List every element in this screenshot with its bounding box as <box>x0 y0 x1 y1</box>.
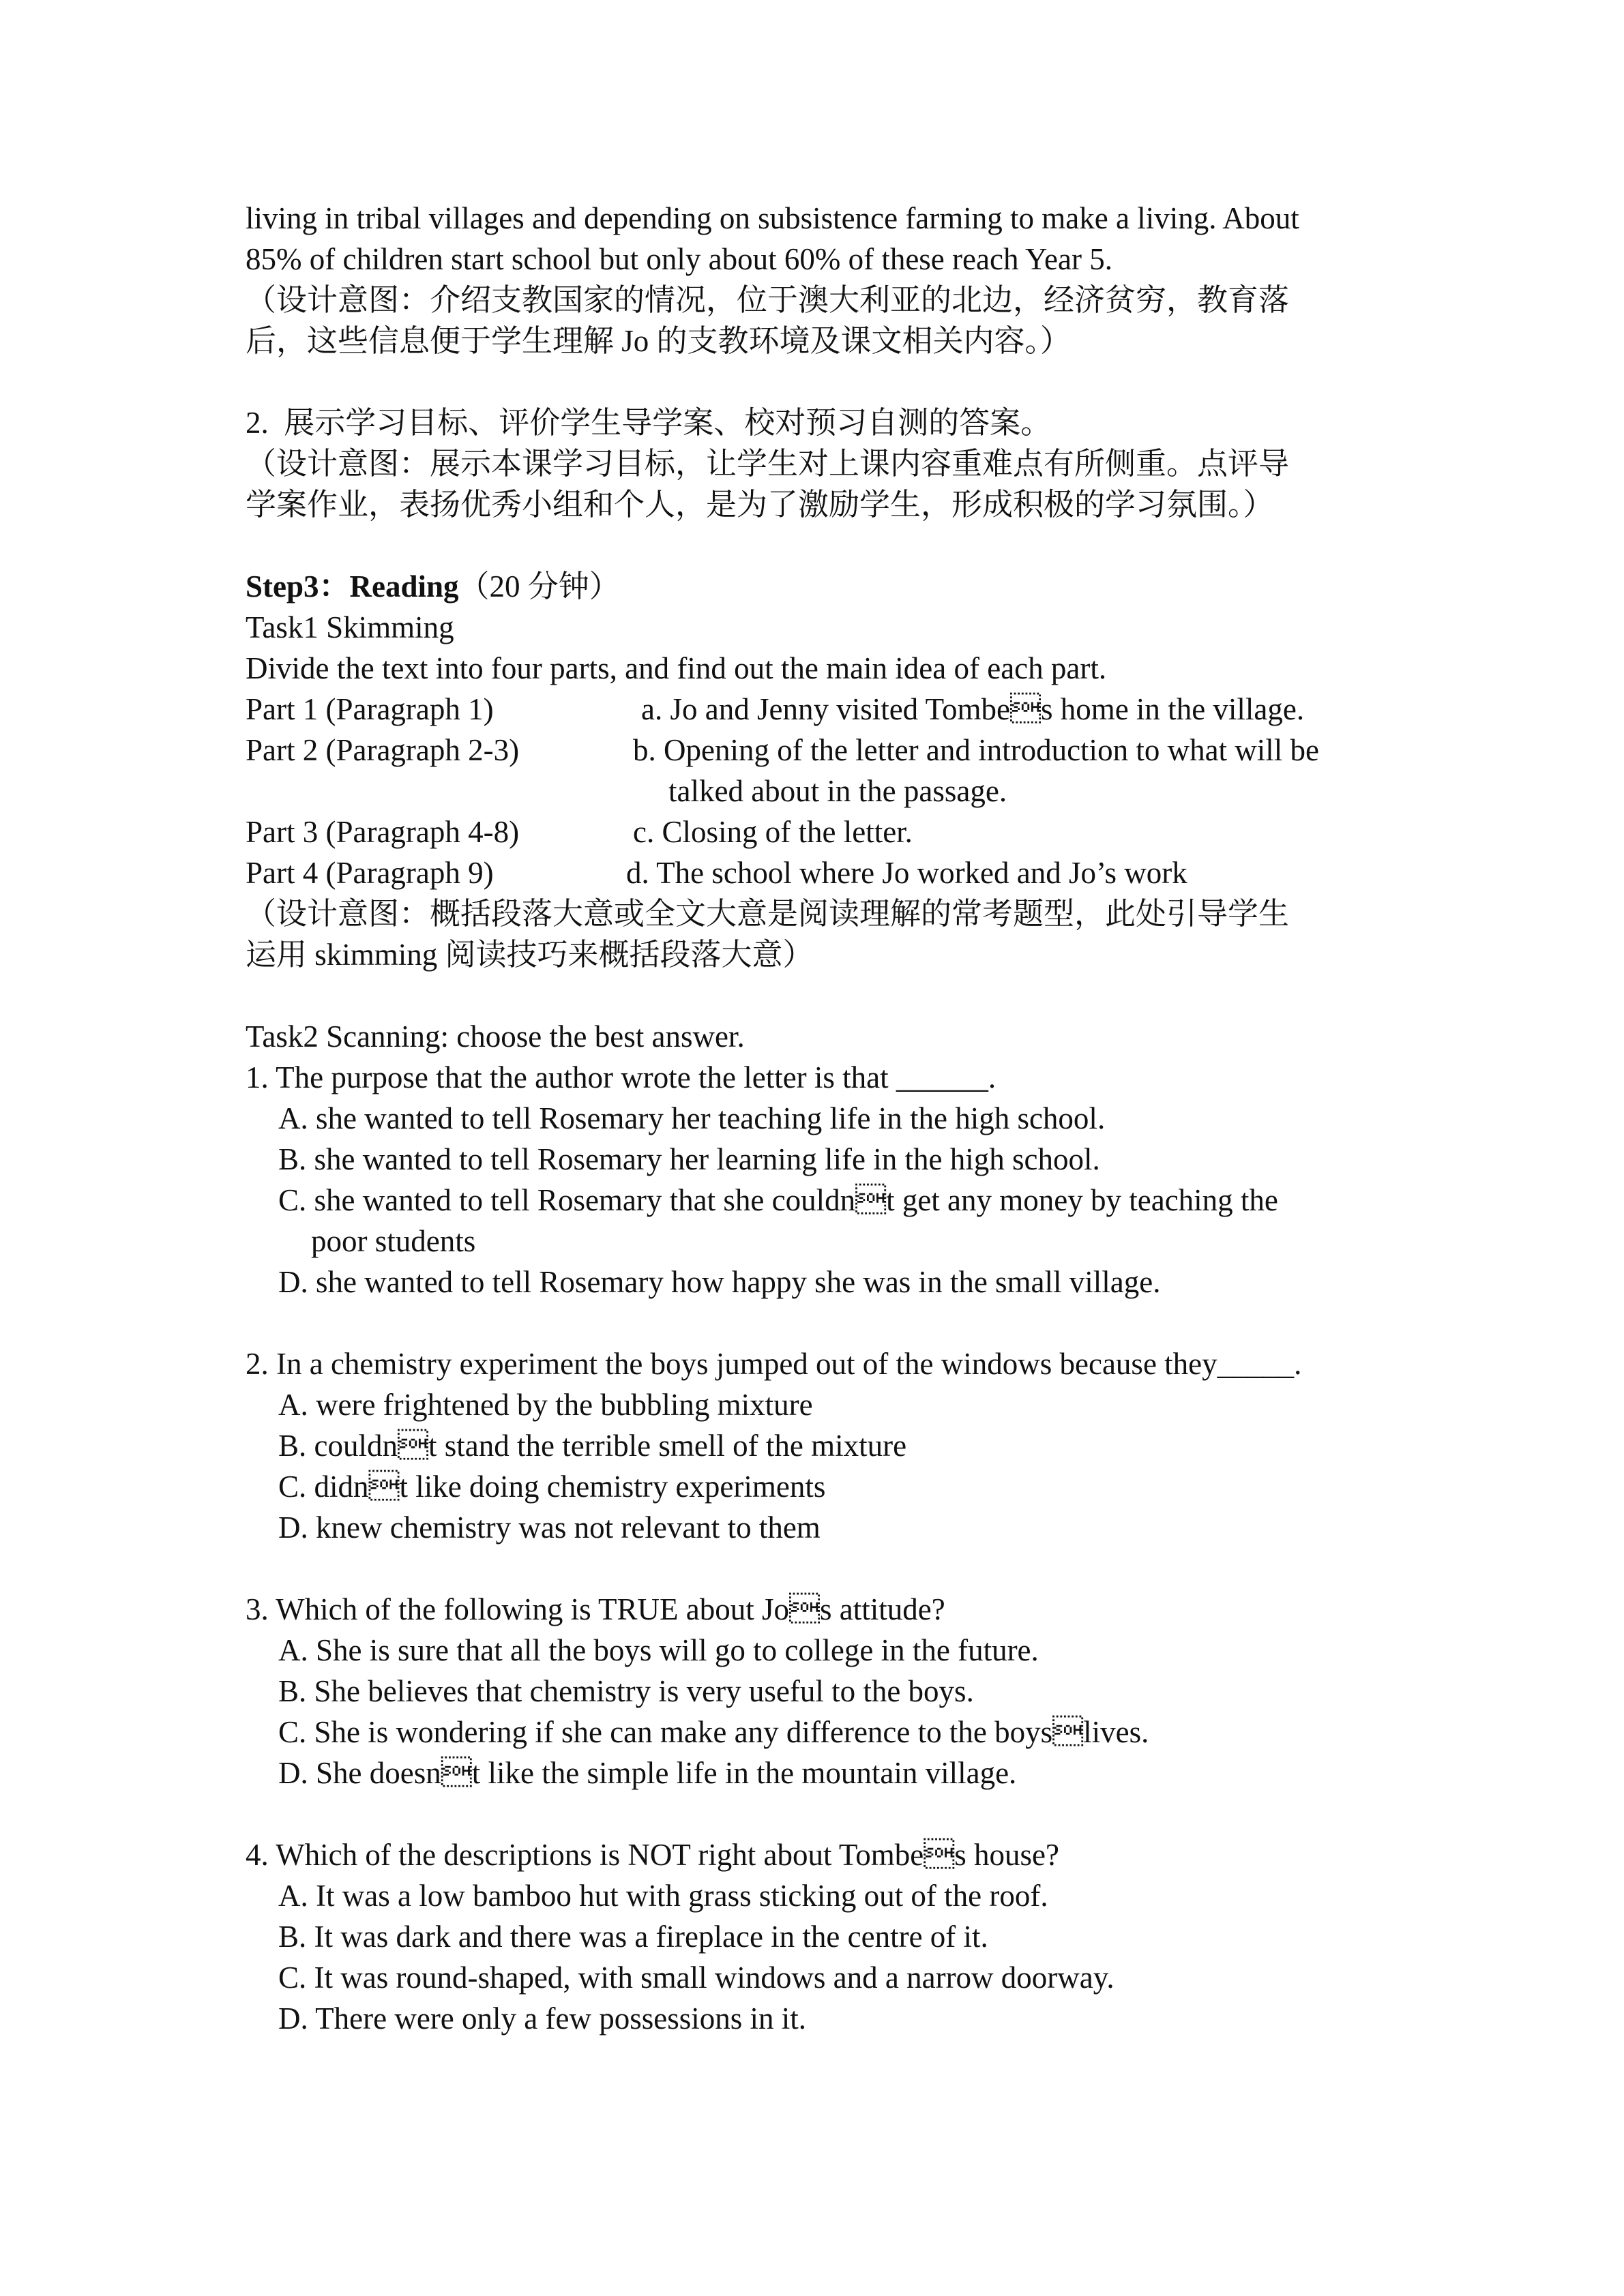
question-option: B. she wanted to tell Rosemary her learning life in the high school. <box>278 1142 1100 1176</box>
intro-design-note-1: （设计意图：介绍支教国家的情况，位于澳大利亚的北边，经济贫穷，教育落 <box>246 283 1290 317</box>
question-option: D. She doesnt like the simple life in the mountain village. <box>278 1756 1017 1790</box>
question-option: B. It was dark and there was a fireplace in the centre of it. <box>278 1920 988 1954</box>
question-option: A. she wanted to tell Rosemary her teaching life in the high school. <box>278 1101 1106 1135</box>
task1-part-description: a. Jo and Jenny visited Tombes home in the village. <box>641 692 1305 726</box>
task1-part-description: c. Closing of the letter. <box>633 815 913 849</box>
task1-part-description: b. Opening of the letter and introduction to what will be <box>633 733 1320 767</box>
spacer <box>246 1548 1405 1589</box>
question-2 <box>246 1343 1405 1548</box>
question-option: A. were frightened by the bubbling mixture <box>278 1388 813 1422</box>
task1-part-label: Part 4 (Paragraph 9) <box>246 856 494 890</box>
question-1 <box>246 1057 1405 1302</box>
spacer <box>246 525 1405 566</box>
task1-design-note-1: （设计意图：概括段落大意或全文大意是阅读理解的常考题型，此处引导学生 <box>246 897 1290 931</box>
question-option: B. She believes that chemistry is very useful to the boys. <box>278 1674 974 1708</box>
question-4 <box>246 1834 1405 2039</box>
section-2-design-note-2: 学案作业，表扬优秀小组和个人，是为了激励学生，形成积极的学习氛围。） <box>246 488 1274 522</box>
spacer <box>246 1302 1405 1343</box>
question-option: A. She is sure that all the boys will go to college in the future. <box>278 1633 1039 1667</box>
intro-design-note-2: 后，这些信息便于学生理解 Jo 的支教环境及课文相关内容。） <box>246 324 1072 358</box>
task1-title: Task1 Skimming <box>246 610 454 644</box>
question-option: D. knew chemistry was not relevant to them <box>278 1510 821 1545</box>
task1-instruction: Divide the text into four parts, and find out the main idea of each part. <box>246 651 1107 685</box>
question-option: D. she wanted to tell Rosemary how happy she was in the small village. <box>278 1265 1161 1299</box>
intro-line-1: living in tribal villages and depending on subsistence farming to make a living. About <box>246 201 1299 235</box>
spacer <box>246 361 1405 402</box>
spacer <box>246 975 1405 1016</box>
question-option: A. It was a low bamboo hut with grass sticking out of the roof. <box>278 1879 1048 1913</box>
task1-row <box>246 852 1405 893</box>
task1-part-label: Part 2 (Paragraph 2-3) <box>246 733 520 767</box>
task1-part-label: Part 1 (Paragraph 1) <box>246 692 494 726</box>
task1-design-note-2: 运用 skimming 阅读技巧来概括段落大意） <box>246 938 814 972</box>
task2-title: Task2 Scanning: choose the best answer. <box>246 1019 745 1054</box>
task1-part-description: d. The school where Jo worked and Jo’s work <box>626 856 1187 890</box>
task1-row <box>246 730 1405 771</box>
question-option: C. She is wondering if she can make any difference to the boyslives. <box>278 1715 1149 1749</box>
document-page <box>246 198 1405 2039</box>
task1-row <box>246 811 1405 852</box>
question-option: D. There were only a few possessions in it. <box>278 2001 807 2036</box>
task1-row <box>246 689 1405 730</box>
section-2-design-note-1: （设计意图：展示本课学习目标，让学生对上课内容重难点有所侧重。点评导 <box>246 447 1290 481</box>
task1-part-label: Part 3 (Paragraph 4-8) <box>246 815 520 849</box>
question-3 <box>246 1589 1405 1793</box>
question-option: B. couldnt stand the terrible smell of the mixture <box>278 1429 907 1463</box>
question-option: C. It was round-shaped, with small windows and a narrow doorway. <box>278 1960 1114 1995</box>
section-2-heading: 2. 展示学习目标、评价学生导学案、校对预习自测的答案。 <box>246 406 1052 440</box>
question-option-continued: poor students <box>311 1224 476 1258</box>
question-option: C. she wanted to tell Rosemary that she couldnt get any money by teaching the <box>278 1183 1278 1217</box>
question-stem: 2. In a chemistry experiment the boys jumped out of the windows because they_____. <box>246 1347 1302 1381</box>
question-option: C. didnt like doing chemistry experiments <box>278 1470 826 1504</box>
step3-heading <box>246 566 1405 607</box>
intro-line-2: 85% of children start school but only about 60% of these reach Year 5. <box>246 242 1112 276</box>
step3-label: Step3：Reading <box>246 569 459 603</box>
step3-time: （20 分钟） <box>458 569 620 603</box>
question-stem: 4. Which of the descriptions is NOT right about Tombes house? <box>246 1838 1059 1872</box>
task1-part-description-continued: talked about in the passage. <box>668 774 1007 808</box>
question-stem: 1. The purpose that the author wrote the letter is that ______. <box>246 1060 996 1094</box>
spacer <box>246 1793 1405 1834</box>
question-stem: 3. Which of the following is TRUE about Jos attitude? <box>246 1592 945 1626</box>
